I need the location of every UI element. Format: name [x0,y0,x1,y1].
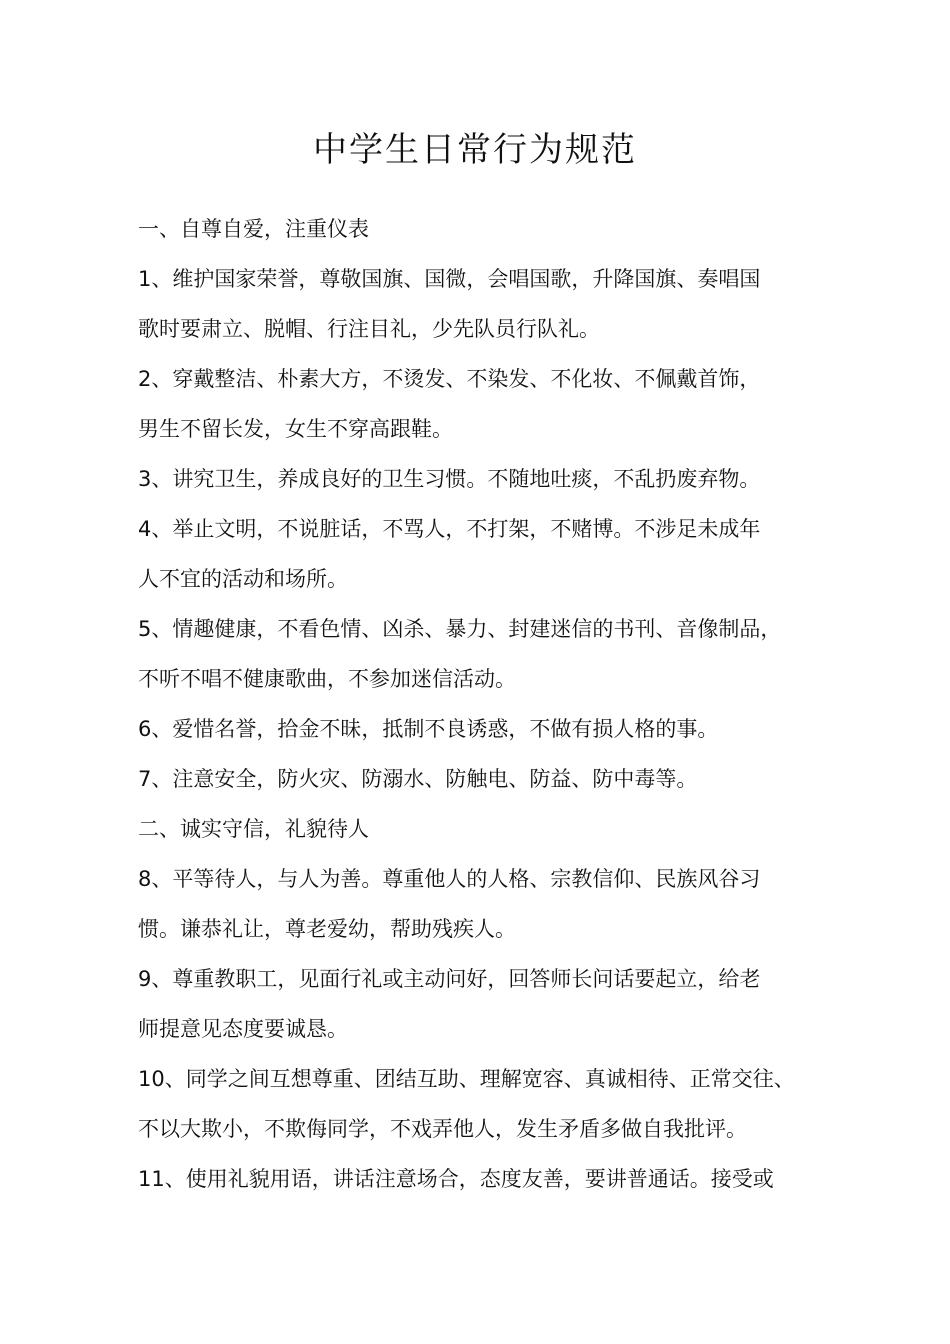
paragraph-line: 人不宜的活动和场所。 [138,567,348,591]
paragraph-line: 惯。谦恭礼让，尊老爱幼，帮助残疾人。 [138,917,516,941]
paragraph-line: 师提意见态度要诚恳。 [138,1017,348,1041]
section-heading-1: 一、自尊自爱，注重仪表 [138,217,369,241]
paragraph-line: 歌时要肃立、脱帽、行注目礼，少先队员行队礼。 [138,317,600,341]
paragraph-line: 2、穿戴整洁、朴素大方，不烫发、不染发、不化妆、不佩戴首饰， [138,367,761,391]
paragraph-line: 11、使用礼貌用语，讲话注意场合，态度友善，要讲普通话。接受或 [138,1167,774,1191]
paragraph-line: 9、尊重教职工，见面行礼或主动问好，回答师长问话要起立，给老 [138,967,761,991]
paragraph-line: 10、同学之间互想尊重、团结互助、理解宽容、真诚相待、正常交往、 [138,1067,795,1091]
paragraph-line: 8、平等待人，与人为善。尊重他人的人格、宗教信仰、民族风谷习 [138,867,761,891]
paragraph-line: 男生不留长发，女生不穿高跟鞋。 [138,417,453,441]
paragraph-line: 5、情趣健康，不看色情、凶杀、暴力、封建迷信的书刊、音像制品， [138,617,782,641]
paragraph-line: 6、爱惜名誉，拾金不昧，抵制不良诱惑，不做有损人格的事。 [138,717,719,741]
document-title: 中学生日常行为规范 [313,130,637,170]
paragraph-line: 不听不唱不健康歌曲，不参加迷信活动。 [138,667,516,691]
paragraph-line: 4、举止文明，不说脏话，不骂人，不打架，不赌博。不涉足未成年 [138,517,761,541]
section-heading-2: 二、诚实守信，礼貌待人 [138,817,369,841]
paragraph-line: 3、讲究卫生，养成良好的卫生习惯。不随地吐痰，不乱扔废弃物。 [138,467,761,491]
document-body [138,204,838,1204]
paragraph-line: 不以大欺小，不欺侮同学，不戏弄他人，发生矛盾多做自我批评。 [138,1117,747,1141]
paragraph-line: 1、维护国家荣誉，尊敬国旗、国微，会唱国歌，升降国旗、奏唱国 [138,267,761,291]
paragraph-line: 7、注意安全，防火灾、防溺水、防触电、防益、防中毒等。 [138,767,698,791]
